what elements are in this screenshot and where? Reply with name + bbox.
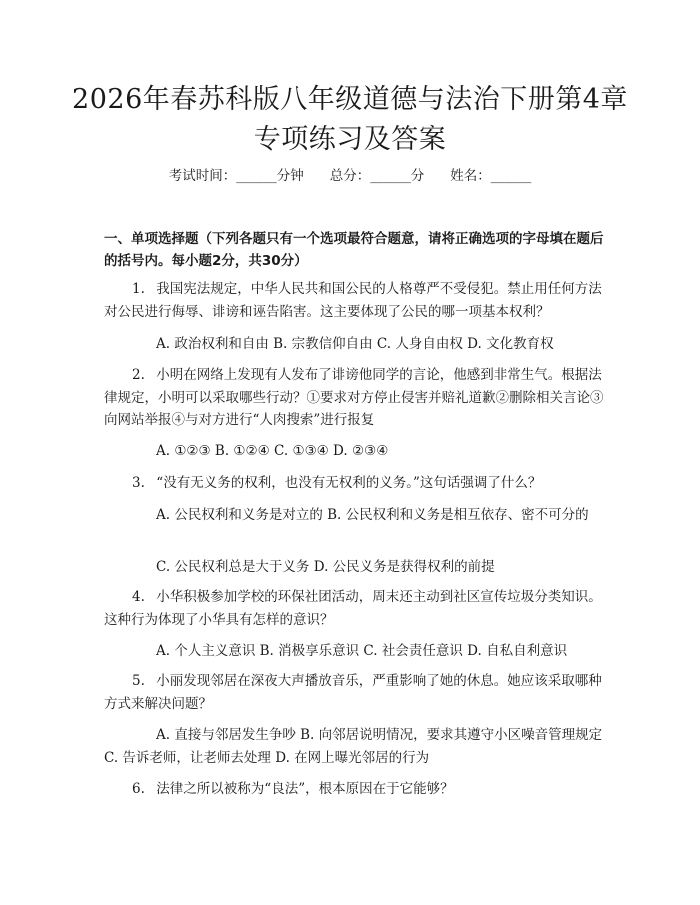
question-2-stem: 小明在网络上发现有人发布了诽谤他同学的言论，他感到非常生气。根据法律规定，小明可以采取哪些行动？①要求对方停止侵害并赔礼道歉②删除相关言论③向网站举报④与对方进行“人肉搜索”进行报复: [104, 367, 604, 428]
question-6-number: 6.: [132, 781, 145, 797]
total-score-label: 总分：______分: [329, 168, 425, 184]
question-2: [104, 364, 604, 432]
question-5-options: [104, 724, 604, 769]
document-title: 2026年春苏科版八年级道德与法治下册第4章专项练习及答案: [72, 84, 628, 155]
question-2-number: 2.: [132, 367, 145, 383]
question-3-number: 3.: [132, 475, 145, 491]
question-2-options: [104, 440, 604, 463]
question-4: [104, 586, 604, 631]
question-1-options-text: A. 政治权利和自由 B. 宗教信仰自由 C. 人身自由权 D. 文化教育权: [156, 336, 554, 352]
exam-info-line: [0, 166, 700, 186]
section-heading: 一、单项选择题（下列各题只有一个选项最符合题意，请将正确选项的字母填在题后的括号内。每小题2分，共30分）: [104, 231, 604, 269]
question-3-options-text-1: A. 公民权利和义务是对立的 B. 公民权利和义务是相互依存、密不可分的: [156, 507, 589, 523]
question-3: [104, 472, 604, 495]
question-3-stem: “没有无义务的权利，也没有无权利的义务。”这句话强调了什么？: [156, 475, 542, 491]
question-6-stem: 法律之所以被称为“良法”，根本原因在于它能够？: [156, 781, 454, 797]
question-2-options-text: A. ①②③ B. ①②④ C. ①③④ D. ②③④: [156, 443, 389, 459]
question-5-number: 5.: [132, 673, 145, 689]
question-1-stem: 我国宪法规定，中华人民共和国公民的人格尊严不受侵犯。禁止用任何方法对公民进行侮辱、诽谤和诬告陷害。这主要体现了公民的哪一项基本权利？: [104, 281, 602, 320]
question-1: [104, 278, 604, 323]
question-4-stem: 小华积极参加学校的环保社团活动，周末还主动到社区宣传垃圾分类知识。这种行为体现了小华具有怎样的意识？: [104, 589, 602, 628]
exam-time-label: 考试时间：______分钟: [168, 168, 304, 184]
question-3-options-1: [104, 504, 604, 527]
question-5: [104, 670, 604, 715]
question-5-stem: 小丽发现邻居在深夜大声播放音乐，严重影响了她的休息。她应该采取哪种方式来解决问题？: [104, 673, 602, 712]
question-4-options-text: A. 个人主义意识 B. 消极享乐意识 C. 社会责任意识 D. 自私自利意识: [156, 643, 568, 659]
question-4-number: 4.: [132, 589, 145, 605]
question-5-options-text: A. 直接与邻居发生争吵 B. 向邻居说明情况，要求其遵守小区噪音管理规定 C. 告诉老师，让老师去处理 D. 在网上曝光邻居的行为: [104, 727, 603, 766]
student-name-label: 姓名：______: [450, 168, 532, 184]
question-4-options: [104, 640, 604, 663]
question-1-options: [104, 333, 604, 356]
question-1-number: 1.: [132, 281, 145, 297]
question-3-options-text-2: C. 公民权利总是大于义务 D. 公民义务是获得权利的前提: [156, 559, 495, 575]
question-3-options-2: [104, 556, 604, 579]
question-6: [104, 778, 604, 801]
